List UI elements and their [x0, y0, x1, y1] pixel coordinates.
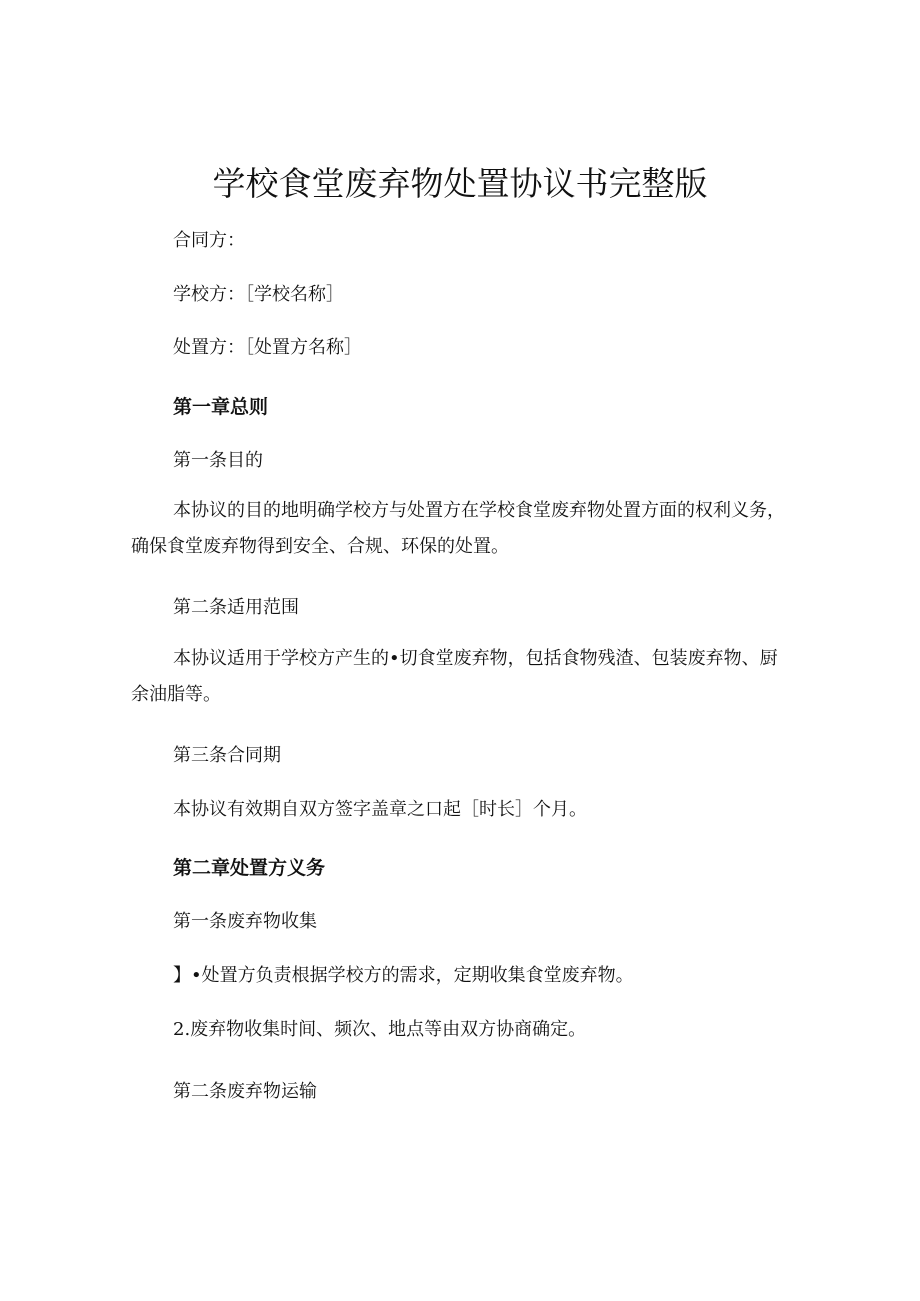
school-party: 学校方：［学校名称］	[173, 284, 344, 305]
chapter1-article3-text: 本协议有效期自双方签字盖章之口起［时长］个月。	[173, 799, 587, 820]
chapter2-article1-title: 第一条废弃物收集	[173, 911, 317, 932]
chapter2-article2-title: 第二条废弃物运输	[173, 1081, 317, 1102]
chapter1-article2-text: 本协议适用于学校方产生的•切食堂废弃物，包括食物残渣、包装废弃物、厨余油脂等。	[131, 648, 778, 705]
parties-label: 合同方：	[173, 230, 245, 251]
disposal-party: 处置方：［处置方名称］	[173, 337, 362, 358]
chapter2-item1: 】•处置方负责根据学校方的需求，定期收集食堂废弃物。	[173, 965, 634, 986]
document-title: 学校食堂废弃物处置协议书完整版	[212, 164, 708, 203]
chapter1-article2-title: 第二条适用范围	[173, 597, 299, 618]
chapter1-article1-text: 本协议的目的地明确学校方与处置方在学校食堂废弃物处置方面的权利义务，确保食堂废弃物得到安全、合规、环保的处置。	[131, 500, 785, 557]
chapter2-item2: 2.废弃物收集时间、频次、地点等由双方协商确定。	[173, 1019, 587, 1040]
chapter1-article1-title: 第一条目的	[173, 450, 263, 471]
chapter2-heading: 第二章处置方义务	[173, 857, 326, 879]
chapter1-heading: 第一章总则	[173, 396, 269, 418]
chapter1-article3-title: 第三条合同期	[173, 745, 281, 766]
